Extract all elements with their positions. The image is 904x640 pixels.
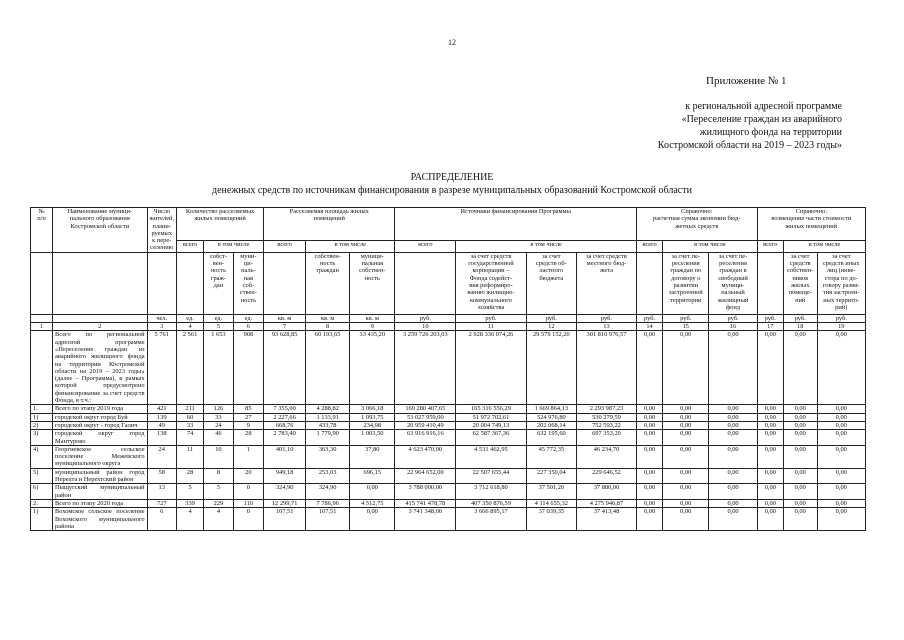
row-number: 6) xyxy=(31,484,53,500)
unit-cell: руб. xyxy=(757,314,783,322)
colnum-cell: 9 xyxy=(350,323,395,331)
header-economy-group: Справочно: расчетная сумма экономии бюд- жетных средств xyxy=(636,208,757,241)
row-value: 46 234,70 xyxy=(577,445,637,468)
row-value: 22 507 655,44 xyxy=(456,468,526,484)
row-value: 20 xyxy=(233,468,263,484)
row-value: 227 350,04 xyxy=(526,468,576,484)
row-value: 0,00 xyxy=(636,445,662,468)
row-value: 53 027 959,00 xyxy=(395,413,456,421)
header-reimb-other: за счет средств иных лиц (инве- стора по до- говору разви- тия застроен- ных террито- рий) xyxy=(817,252,865,314)
row-name: Всего по региональной адресной программе «Переселение граждан из аварийного жилищного фонда на территории Костромской области на 2019 – 2023 годы» (далее – Программа), в рамках которой предусмотрено финансирование за счет средств Фонда, в т.ч.: xyxy=(53,331,148,405)
row-number: 4) xyxy=(31,445,53,468)
row-value: 668,76 xyxy=(264,421,306,429)
row-value: 85 xyxy=(233,405,263,413)
row-name: Вохомское сельское поселение Вохомского муниципального района xyxy=(53,508,148,531)
row-value: 0,00 xyxy=(636,468,662,484)
unit-cell: кв. м xyxy=(350,314,395,322)
unit-cell: руб. xyxy=(526,314,576,322)
header-residents: Число жителей, плани- руемых к пере- селению xyxy=(147,208,176,253)
colnum-cell: 7 xyxy=(264,323,306,331)
row-value: 0,00 xyxy=(663,413,709,421)
header-empty xyxy=(147,252,176,314)
header-num: № п/п xyxy=(31,208,53,253)
colnum-cell: 12 xyxy=(526,323,576,331)
row-value: 0,00 xyxy=(783,468,817,484)
row-value: 0,00 xyxy=(350,508,395,531)
header-municipal: муни- ци- паль- ная соб- ствен- ность xyxy=(233,252,263,314)
row-value: 0 xyxy=(233,508,263,531)
row-value: 0,00 xyxy=(817,331,865,405)
table-row xyxy=(31,445,866,468)
row-value: 0,00 xyxy=(663,484,709,500)
document-title: РАСПРЕДЕЛЕНИЕ xyxy=(410,172,494,183)
colnum-cell: 11 xyxy=(456,323,526,331)
row-value: 0,00 xyxy=(817,484,865,500)
row-value: 6 xyxy=(147,508,176,531)
row-value: 0,00 xyxy=(757,445,783,468)
row-value: 0 xyxy=(233,484,263,500)
row-value: 0,00 xyxy=(817,468,865,484)
table-row xyxy=(31,499,866,507)
row-value: 0,00 xyxy=(757,413,783,421)
unit-cell: кв. м xyxy=(306,314,350,322)
row-value: 0,00 xyxy=(757,421,783,429)
row-value: 24 xyxy=(147,445,176,468)
row-value: 0,00 xyxy=(817,413,865,421)
unit-cell: руб. xyxy=(636,314,662,322)
row-value: 1 093,75 xyxy=(350,413,395,421)
row-value: 696,15 xyxy=(350,468,395,484)
row-value: 63 916 916,16 xyxy=(395,430,456,446)
row-value: 138 xyxy=(147,430,176,446)
unit-cell: руб. xyxy=(817,314,865,322)
row-value: 202 068,14 xyxy=(526,421,576,429)
row-value: 0,00 xyxy=(709,468,757,484)
distribution-table xyxy=(30,207,866,531)
row-value: 4 623 470,00 xyxy=(395,445,456,468)
row-value: 0,00 xyxy=(757,468,783,484)
row-value: 0,00 xyxy=(663,405,709,413)
row-value: 165 316 556,29 xyxy=(456,405,526,413)
row-value: 107,51 xyxy=(306,508,350,531)
row-value: 3 666 895,17 xyxy=(456,508,526,531)
unit-cell xyxy=(53,314,148,322)
row-value: 22 964 652,00 xyxy=(395,468,456,484)
colnum-cell: 5 xyxy=(204,323,233,331)
colnum-cell: 13 xyxy=(577,323,637,331)
row-value: 0,00 xyxy=(709,331,757,405)
row-value: 4 xyxy=(176,508,203,531)
row-value: 1 779,90 xyxy=(306,430,350,446)
row-value: 3 788 000,00 xyxy=(395,484,456,500)
header-empty xyxy=(636,252,662,314)
row-value: 4 531 462,95 xyxy=(456,445,526,468)
row-value: 0,00 xyxy=(350,484,395,500)
row-number: 1) xyxy=(31,508,53,531)
table-row xyxy=(31,468,866,484)
row-value: 0,00 xyxy=(636,430,662,446)
header-finance-total: всего xyxy=(395,240,456,252)
table-row xyxy=(31,405,866,413)
unit-cell: ед. xyxy=(204,314,233,322)
header-empty xyxy=(53,252,148,314)
header-finance-group: Источники финансирования Программы xyxy=(395,208,637,241)
row-value: 324,90 xyxy=(306,484,350,500)
colnum-cell: 6 xyxy=(233,323,263,331)
row-value: 0,00 xyxy=(783,499,817,507)
header-econ-free-fund: за счет пе- реселения граждан в свободный муници- пальный жилищный фонд xyxy=(709,252,757,314)
row-value: 33 435,20 xyxy=(350,331,395,405)
document-title-block xyxy=(0,171,904,197)
row-value: 10 xyxy=(204,445,233,468)
row-value: 0,00 xyxy=(817,405,865,413)
row-value: 0,00 xyxy=(663,430,709,446)
row-value: 74 xyxy=(176,430,203,446)
table-header xyxy=(31,208,866,331)
unit-cell: руб. xyxy=(577,314,637,322)
unit-cell: руб. xyxy=(456,314,526,322)
row-value: 4 288,82 xyxy=(306,405,350,413)
row-value: 0,00 xyxy=(636,508,662,531)
row-number: 1) xyxy=(31,413,53,421)
row-name: Георгиевское сельское поселение Межевского муниципального округа xyxy=(53,445,148,468)
row-value: 0,00 xyxy=(817,430,865,446)
row-name: муниципальный район город Нерехта и Нерехтский район xyxy=(53,468,148,484)
row-value: 0,00 xyxy=(783,445,817,468)
row-value: 0,00 xyxy=(636,405,662,413)
row-value: 697 353,20 xyxy=(577,430,637,446)
row-value: 0,00 xyxy=(709,430,757,446)
program-line: жилищного фонда на территории xyxy=(699,127,842,138)
row-value: 0,00 xyxy=(663,421,709,429)
table-row xyxy=(31,508,866,531)
table-row xyxy=(31,331,866,405)
row-value: 1 003,50 xyxy=(350,430,395,446)
row-value: 0,00 xyxy=(709,413,757,421)
header-econ-total: всего xyxy=(636,240,662,252)
row-value: 0,00 xyxy=(757,508,783,531)
row-value: 415 741 478,78 xyxy=(395,499,456,507)
colnum-cell: 14 xyxy=(636,323,662,331)
row-value: 1 133,91 xyxy=(306,413,350,421)
row-value: 169 280 407,65 xyxy=(395,405,456,413)
row-value: 0,00 xyxy=(817,508,865,531)
header-empty xyxy=(176,252,203,314)
header-area-incl: в том числе xyxy=(306,240,395,252)
row-number: 2) xyxy=(31,421,53,429)
header-econ-incl: в том числе xyxy=(663,240,758,252)
row-value: 2 293 987,23 xyxy=(577,405,637,413)
table-row xyxy=(31,484,866,500)
row-value: 0,00 xyxy=(709,508,757,531)
row-value: 107,51 xyxy=(264,508,306,531)
row-value: 110 xyxy=(233,499,263,507)
row-value: 7 786,96 xyxy=(306,499,350,507)
row-value: 530 279,59 xyxy=(577,413,637,421)
row-value: 37 501,20 xyxy=(526,484,576,500)
row-value: 727 xyxy=(147,499,176,507)
column-numbers-row xyxy=(31,323,866,331)
row-value: 229 xyxy=(204,499,233,507)
row-number: 3) xyxy=(31,430,53,446)
header-row xyxy=(31,208,866,241)
colnum-cell: 17 xyxy=(757,323,783,331)
row-value: 37 413,48 xyxy=(577,508,637,531)
colnum-cell: 10 xyxy=(395,323,456,331)
unit-cell: кв. м xyxy=(264,314,306,322)
colnum-cell: 19 xyxy=(817,323,865,331)
row-value: 3 741 348,00 xyxy=(395,508,456,531)
row-value: 4 275 946,87 xyxy=(577,499,637,507)
row-value: 4 512,75 xyxy=(350,499,395,507)
header-area-total: всего xyxy=(264,240,306,252)
page-number: 12 xyxy=(448,38,456,47)
row-value: 0,00 xyxy=(817,499,865,507)
row-value: 363,30 xyxy=(306,445,350,468)
program-reference xyxy=(602,100,842,152)
header-count-incl: в том числе xyxy=(204,240,264,252)
table-body xyxy=(31,331,866,531)
header-empty xyxy=(395,252,456,314)
row-value: 401,10 xyxy=(264,445,306,468)
row-value: 2 561 xyxy=(176,331,203,405)
unit-cell: ед. xyxy=(233,314,263,322)
row-value: 33 xyxy=(204,413,233,421)
row-value: 421 xyxy=(147,405,176,413)
row-name: городской округ город Мантурово xyxy=(53,430,148,446)
header-fund: за счет средств государственной корпорации – Фонда содейст- вия реформиро- ванию жилищно- коммунального хозяйства xyxy=(456,252,526,314)
row-value: 3 066,18 xyxy=(350,405,395,413)
row-value: 20 004 749,13 xyxy=(456,421,526,429)
row-value: 253,03 xyxy=(306,468,350,484)
row-value: 37,80 xyxy=(350,445,395,468)
unit-cell: руб. xyxy=(395,314,456,322)
header-row xyxy=(31,252,866,314)
row-value: 1 653 xyxy=(204,331,233,405)
row-value: 0,00 xyxy=(663,445,709,468)
row-value: 2 227,66 xyxy=(264,413,306,421)
row-value: 4 xyxy=(204,508,233,531)
header-area-owned: собствен- ность граждан xyxy=(306,252,350,314)
colnum-cell: 18 xyxy=(783,323,817,331)
row-value: 0,00 xyxy=(783,421,817,429)
header-area-group: Расселяемая площадь жилых помещений xyxy=(264,208,395,241)
row-value: 11 xyxy=(176,445,203,468)
row-value: 752 593,22 xyxy=(577,421,637,429)
row-value: 24 xyxy=(204,421,233,429)
row-value: 20 959 410,49 xyxy=(395,421,456,429)
row-value: 29 579 152,20 xyxy=(526,331,576,405)
row-value: 632 195,60 xyxy=(526,430,576,446)
colnum-cell: 16 xyxy=(709,323,757,331)
row-value: 0,00 xyxy=(709,499,757,507)
document-subtitle: денежных средств по источникам финансирования в разрезе муниципальных образований Костромской области xyxy=(212,185,692,196)
row-number: 1. xyxy=(31,405,53,413)
row-value: 0,00 xyxy=(709,484,757,500)
row-value: 1 xyxy=(233,445,263,468)
row-value: 28 xyxy=(176,468,203,484)
colnum-cell: 15 xyxy=(663,323,709,331)
row-value: 407 350 876,59 xyxy=(456,499,526,507)
row-value: 0,00 xyxy=(783,405,817,413)
row-value: 0,00 xyxy=(817,421,865,429)
row-name: городской округ - город Галич xyxy=(53,421,148,429)
program-line: «Переселение граждан из аварийного xyxy=(681,114,842,125)
row-value: 5 761 xyxy=(147,331,176,405)
row-value: 7 355,00 xyxy=(264,405,306,413)
header-empty xyxy=(264,252,306,314)
header-reimb-owners: за счет средств собствен- ников жилых помеще- ний xyxy=(783,252,817,314)
row-value: 60 xyxy=(176,413,203,421)
colnum-cell: 4 xyxy=(176,323,203,331)
unit-cell: руб. xyxy=(663,314,709,322)
row-value: 234,98 xyxy=(350,421,395,429)
header-empty xyxy=(757,252,783,314)
row-value: 433,78 xyxy=(306,421,350,429)
row-value: 93 628,85 xyxy=(264,331,306,405)
table-row xyxy=(31,421,866,429)
row-value: 2 783,40 xyxy=(264,430,306,446)
header-finance-incl: в том числе xyxy=(456,240,637,252)
header-owned: собст- вен- ность граж- дан xyxy=(204,252,233,314)
row-value: 949,18 xyxy=(264,468,306,484)
row-value: 0,00 xyxy=(783,430,817,446)
row-name: городской округ город Буй xyxy=(53,413,148,421)
row-value: 139 xyxy=(147,413,176,421)
header-regional: за счет средств об- ластного бюджета xyxy=(526,252,576,314)
row-value: 62 587 367,36 xyxy=(456,430,526,446)
row-value: 0,00 xyxy=(757,499,783,507)
row-value: 0,00 xyxy=(817,445,865,468)
colnum-cell: 8 xyxy=(306,323,350,331)
row-value: 0,00 xyxy=(783,484,817,500)
row-value: 60 193,65 xyxy=(306,331,350,405)
row-value: 37 880,00 xyxy=(577,484,637,500)
row-value: 908 xyxy=(233,331,263,405)
row-value: 0,00 xyxy=(783,508,817,531)
row-value: 301 810 976,57 xyxy=(577,331,637,405)
row-value: 0,00 xyxy=(783,331,817,405)
row-value: 13 xyxy=(147,484,176,500)
header-area-municipal: муници- пальная собствен- ность xyxy=(350,252,395,314)
table-row xyxy=(31,430,866,446)
row-value: 28 xyxy=(233,430,263,446)
row-value: 0,00 xyxy=(663,499,709,507)
row-value: 339 xyxy=(176,499,203,507)
row-name: Всего по этапу 2020 года xyxy=(53,499,148,507)
row-value: 27 xyxy=(233,413,263,421)
row-value: 0,00 xyxy=(757,331,783,405)
unit-cell: ед. xyxy=(176,314,203,322)
row-value: 0,00 xyxy=(636,484,662,500)
row-name: Всего по этапу 2019 года xyxy=(53,405,148,413)
row-value: 0,00 xyxy=(663,468,709,484)
row-value: 0,00 xyxy=(636,499,662,507)
program-line: к региональной адресной программе xyxy=(685,101,842,112)
header-reimb-incl: в том числе xyxy=(783,240,865,252)
row-value: 3 259 726 203,03 xyxy=(395,331,456,405)
row-value: 46 xyxy=(204,430,233,446)
colnum-cell: 1 xyxy=(31,323,53,331)
row-value: 49 xyxy=(147,421,176,429)
row-value: 126 xyxy=(204,405,233,413)
appendix-title: Приложение № 1 xyxy=(706,75,787,87)
colnum-cell: 2 xyxy=(53,323,148,331)
row-value: 0,00 xyxy=(783,413,817,421)
row-value: 1 669 864,13 xyxy=(526,405,576,413)
row-value: 324,90 xyxy=(264,484,306,500)
row-value: 5 xyxy=(204,484,233,500)
colnum-cell: 3 xyxy=(147,323,176,331)
row-value: 33 xyxy=(176,421,203,429)
row-value: 4 114 655,32 xyxy=(526,499,576,507)
row-value: 0,00 xyxy=(709,405,757,413)
row-value: 45 772,35 xyxy=(526,445,576,468)
row-value: 0,00 xyxy=(636,421,662,429)
row-value: 0,00 xyxy=(757,430,783,446)
row-number: 2. xyxy=(31,499,53,507)
row-number xyxy=(31,331,53,405)
table-row xyxy=(31,413,866,421)
row-value: 8 xyxy=(204,468,233,484)
row-number: 5) xyxy=(31,468,53,484)
header-count-total: всего xyxy=(176,240,203,252)
unit-cell: чел. xyxy=(147,314,176,322)
row-value: 2 928 336 074,26 xyxy=(456,331,526,405)
row-value: 211 xyxy=(176,405,203,413)
program-line: Костромской области на 2019 – 2023 годы» xyxy=(657,140,842,151)
row-value: 0,00 xyxy=(663,508,709,531)
row-value: 0,00 xyxy=(636,331,662,405)
header-local: за счет средств местного бюд- жета xyxy=(577,252,637,314)
row-value: 0,00 xyxy=(709,421,757,429)
header-count-group: Количество расселяемых жилых помещений xyxy=(176,208,263,241)
row-value: 37 039,35 xyxy=(526,508,576,531)
row-value: 58 xyxy=(147,468,176,484)
header-reimb-total: всего xyxy=(757,240,783,252)
row-value: 524 976,80 xyxy=(526,413,576,421)
row-value: 12 299,71 xyxy=(264,499,306,507)
header-empty xyxy=(31,252,53,314)
row-value: 0,00 xyxy=(757,484,783,500)
row-value: 51 972 702,61 xyxy=(456,413,526,421)
header-name: Наименование муници- пального образования Костромской области xyxy=(53,208,148,253)
row-value: 0,00 xyxy=(663,331,709,405)
row-value: 0,00 xyxy=(636,413,662,421)
row-value: 0,00 xyxy=(709,445,757,468)
header-econ-development: за счет пе- реселения граждан по договору о развитии застроенной территории xyxy=(663,252,709,314)
header-reimbursement-group: Справочно: возмещение части стоимости жилых помещений xyxy=(757,208,865,241)
row-name: Пыщугский муниципальный район xyxy=(53,484,148,500)
row-value: 9 xyxy=(233,421,263,429)
units-row xyxy=(31,314,866,322)
row-value: 229 646,52 xyxy=(577,468,637,484)
row-value: 0,00 xyxy=(757,405,783,413)
unit-cell xyxy=(31,314,53,322)
unit-cell: руб. xyxy=(783,314,817,322)
row-value: 3 712 618,80 xyxy=(456,484,526,500)
row-value: 5 xyxy=(176,484,203,500)
unit-cell: руб. xyxy=(709,314,757,322)
